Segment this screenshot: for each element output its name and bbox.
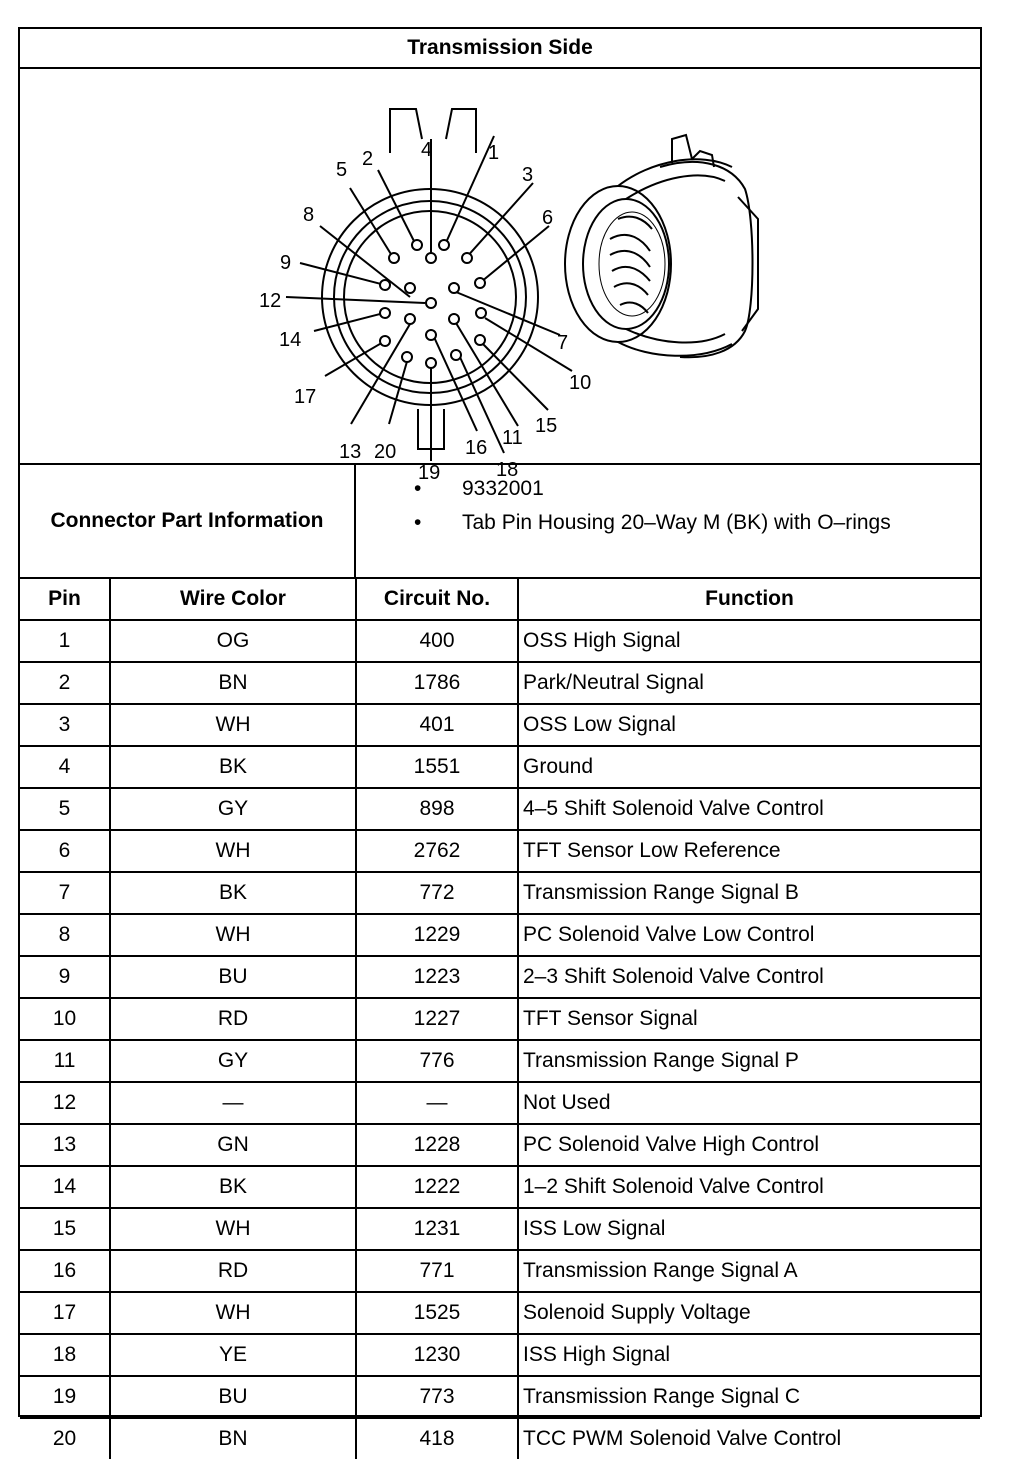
table-row bbox=[20, 1166, 980, 1208]
pin-cell: 7 bbox=[20, 872, 110, 914]
pin-cell: 19 bbox=[20, 1376, 110, 1418]
function-cell: TFT Sensor Low Reference bbox=[518, 830, 980, 872]
pin-label-7: 7 bbox=[557, 332, 569, 354]
circuit-number-cell: 1229 bbox=[356, 914, 518, 956]
wire-color-cell: WH bbox=[110, 830, 356, 872]
wire-color-cell: YE bbox=[110, 1334, 356, 1376]
function-cell: TCC PWM Solenoid Valve Control bbox=[518, 1418, 980, 1459]
function-cell: ISS Low Signal bbox=[518, 1208, 980, 1250]
table-row bbox=[20, 746, 980, 788]
pinout-table-body bbox=[20, 620, 980, 1459]
pin-cell: 6 bbox=[20, 830, 110, 872]
pin-label-11: 11 bbox=[502, 427, 523, 449]
pin-socket bbox=[449, 314, 459, 324]
pin-label-4: 4 bbox=[421, 139, 433, 161]
bullet-icon: • bbox=[414, 511, 422, 534]
header-pin: Pin bbox=[20, 579, 110, 620]
pin-cell: 2 bbox=[20, 662, 110, 704]
circuit-number-cell: 1222 bbox=[356, 1166, 518, 1208]
circuit-number-cell: 2762 bbox=[356, 830, 518, 872]
bullet-icon: • bbox=[414, 477, 422, 500]
pin-socket bbox=[405, 283, 415, 293]
pin-label-20: 20 bbox=[374, 441, 397, 463]
circuit-number-cell: 1230 bbox=[356, 1334, 518, 1376]
function-cell: Transmission Range Signal C bbox=[518, 1376, 980, 1418]
circuit-number-cell: 418 bbox=[356, 1418, 518, 1459]
pin-cell: 5 bbox=[20, 788, 110, 830]
pin-socket bbox=[426, 298, 436, 308]
header-wire-color: Wire Color bbox=[110, 579, 356, 620]
pin-cell: 20 bbox=[20, 1418, 110, 1459]
function-cell: Ground bbox=[518, 746, 980, 788]
function-cell: Transmission Range Signal B bbox=[518, 872, 980, 914]
pin-cell: 14 bbox=[20, 1166, 110, 1208]
pin-socket bbox=[426, 253, 436, 263]
pin-cell: 16 bbox=[20, 1250, 110, 1292]
table-row bbox=[20, 704, 980, 746]
pin-label-17: 17 bbox=[294, 386, 317, 408]
function-cell: ISS High Signal bbox=[518, 1334, 980, 1376]
wire-color-cell: BN bbox=[110, 662, 356, 704]
table-row bbox=[20, 1334, 980, 1376]
circuit-number-cell: 771 bbox=[356, 1250, 518, 1292]
function-cell: TFT Sensor Signal bbox=[518, 998, 980, 1040]
connector-sheet bbox=[18, 27, 982, 1450]
table-row bbox=[20, 956, 980, 998]
connector-part-details bbox=[356, 465, 980, 577]
pin-socket bbox=[475, 335, 485, 345]
table-row bbox=[20, 914, 980, 956]
circuit-number-cell: — bbox=[356, 1082, 518, 1124]
function-cell: Transmission Range Signal A bbox=[518, 1250, 980, 1292]
wire-color-cell: — bbox=[110, 1082, 356, 1124]
pin-socket bbox=[439, 240, 449, 250]
wire-color-cell: BK bbox=[110, 872, 356, 914]
pin-cell: 1 bbox=[20, 620, 110, 662]
pin-socket bbox=[402, 352, 412, 362]
circuit-number-cell: 1525 bbox=[356, 1292, 518, 1334]
pin-socket bbox=[380, 336, 390, 346]
table-row bbox=[20, 620, 980, 662]
function-cell: PC Solenoid Valve Low Control bbox=[518, 914, 980, 956]
wire-color-cell: WH bbox=[110, 1292, 356, 1334]
pin-cell: 18 bbox=[20, 1334, 110, 1376]
circuit-number-cell: 898 bbox=[356, 788, 518, 830]
pin-socket bbox=[405, 314, 415, 324]
wire-color-cell: WH bbox=[110, 704, 356, 746]
function-cell: Park/Neutral Signal bbox=[518, 662, 980, 704]
circuit-number-cell: 772 bbox=[356, 872, 518, 914]
pin-cell: 10 bbox=[20, 998, 110, 1040]
wire-color-cell: WH bbox=[110, 914, 356, 956]
table-row bbox=[20, 1208, 980, 1250]
connector-face-drawing bbox=[20, 69, 980, 484]
wire-color-cell: BK bbox=[110, 746, 356, 788]
wire-color-cell: BU bbox=[110, 1376, 356, 1418]
connector-diagram bbox=[20, 69, 980, 484]
pin-socket bbox=[476, 308, 486, 318]
circuit-number-cell: 1231 bbox=[356, 1208, 518, 1250]
table-row bbox=[20, 872, 980, 914]
pin-socket bbox=[412, 240, 422, 250]
pin-label-14: 14 bbox=[279, 329, 302, 351]
pin-socket bbox=[451, 350, 461, 360]
pin-label-1: 1 bbox=[488, 142, 500, 164]
pin-socket bbox=[449, 283, 459, 293]
wire-color-cell: BU bbox=[110, 956, 356, 998]
pin-label-2: 2 bbox=[362, 148, 374, 170]
pin-number-labels bbox=[259, 139, 591, 484]
pin-socket bbox=[380, 280, 390, 290]
connector-body-illustration bbox=[565, 135, 758, 357]
connector-part-label: Connector Part Information bbox=[20, 465, 356, 577]
pin-label-3: 3 bbox=[522, 164, 534, 186]
circuit-number-cell: 401 bbox=[356, 704, 518, 746]
header-circuit-no: Circuit No. bbox=[356, 579, 518, 620]
pin-cell: 11 bbox=[20, 1040, 110, 1082]
circuit-number-cell: 773 bbox=[356, 1376, 518, 1418]
table-row bbox=[20, 1250, 980, 1292]
table-row bbox=[20, 998, 980, 1040]
table-row bbox=[20, 662, 980, 704]
pin-cell: 15 bbox=[20, 1208, 110, 1250]
table-row bbox=[20, 1292, 980, 1334]
wire-color-cell: BN bbox=[110, 1418, 356, 1459]
pin-cell: 12 bbox=[20, 1082, 110, 1124]
circuit-number-cell: 1786 bbox=[356, 662, 518, 704]
housing-description: Tab Pin Housing 20–Way M (BK) with O–rings bbox=[462, 511, 891, 534]
part-number: 9332001 bbox=[462, 477, 544, 500]
pin-label-19: 19 bbox=[418, 462, 441, 484]
wire-color-cell: GN bbox=[110, 1124, 356, 1166]
function-cell: Solenoid Supply Voltage bbox=[518, 1292, 980, 1334]
pin-label-8: 8 bbox=[303, 204, 315, 226]
function-cell: 2–3 Shift Solenoid Valve Control bbox=[518, 956, 980, 998]
table-row bbox=[20, 830, 980, 872]
pin-socket bbox=[426, 358, 436, 368]
pin-label-9: 9 bbox=[280, 252, 292, 274]
pin-cell: 9 bbox=[20, 956, 110, 998]
sheet-title: Transmission Side bbox=[20, 29, 980, 69]
function-cell: OSS High Signal bbox=[518, 620, 980, 662]
pin-label-12: 12 bbox=[259, 290, 282, 312]
table-row bbox=[20, 1376, 980, 1418]
pin-label-5: 5 bbox=[336, 159, 348, 181]
connector-part-information bbox=[20, 463, 980, 579]
pin-socket bbox=[389, 253, 399, 263]
circuit-number-cell: 1227 bbox=[356, 998, 518, 1040]
pin-label-18: 18 bbox=[496, 459, 519, 481]
table-row bbox=[20, 1418, 980, 1459]
function-cell: Transmission Range Signal P bbox=[518, 1040, 980, 1082]
pinout-table bbox=[20, 579, 980, 1459]
function-cell: Not Used bbox=[518, 1082, 980, 1124]
circuit-number-cell: 1223 bbox=[356, 956, 518, 998]
pin-socket bbox=[475, 278, 485, 288]
pin-label-13: 13 bbox=[339, 441, 362, 463]
table-row bbox=[20, 1040, 980, 1082]
pin-cell: 17 bbox=[20, 1292, 110, 1334]
wire-color-cell: RD bbox=[110, 998, 356, 1040]
function-cell: OSS Low Signal bbox=[518, 704, 980, 746]
table-row bbox=[20, 1124, 980, 1166]
header-function: Function bbox=[518, 579, 980, 620]
pin-socket bbox=[462, 253, 472, 263]
pin-label-6: 6 bbox=[542, 207, 554, 229]
pin-cell: 4 bbox=[20, 746, 110, 788]
circuit-number-cell: 1551 bbox=[356, 746, 518, 788]
wire-color-cell: GY bbox=[110, 1040, 356, 1082]
function-cell: 1–2 Shift Solenoid Valve Control bbox=[518, 1166, 980, 1208]
table-header-row bbox=[20, 579, 980, 620]
pin-cell: 13 bbox=[20, 1124, 110, 1166]
circuit-number-cell: 1228 bbox=[356, 1124, 518, 1166]
function-cell: 4–5 Shift Solenoid Valve Control bbox=[518, 788, 980, 830]
table-row bbox=[20, 1082, 980, 1124]
pin-cell: 8 bbox=[20, 914, 110, 956]
wire-color-cell: OG bbox=[110, 620, 356, 662]
wire-color-cell: BK bbox=[110, 1166, 356, 1208]
table-row bbox=[20, 788, 980, 830]
pin-socket bbox=[380, 308, 390, 318]
pin-label-15: 15 bbox=[535, 415, 558, 437]
wire-color-cell: GY bbox=[110, 788, 356, 830]
pin-label-10: 10 bbox=[569, 372, 592, 394]
wire-color-cell: WH bbox=[110, 1208, 356, 1250]
pin-socket bbox=[426, 330, 436, 340]
pin-cell: 3 bbox=[20, 704, 110, 746]
circuit-number-cell: 400 bbox=[356, 620, 518, 662]
function-cell: PC Solenoid Valve High Control bbox=[518, 1124, 980, 1166]
circuit-number-cell: 776 bbox=[356, 1040, 518, 1082]
wire-color-cell: RD bbox=[110, 1250, 356, 1292]
pin-label-16: 16 bbox=[465, 437, 488, 459]
